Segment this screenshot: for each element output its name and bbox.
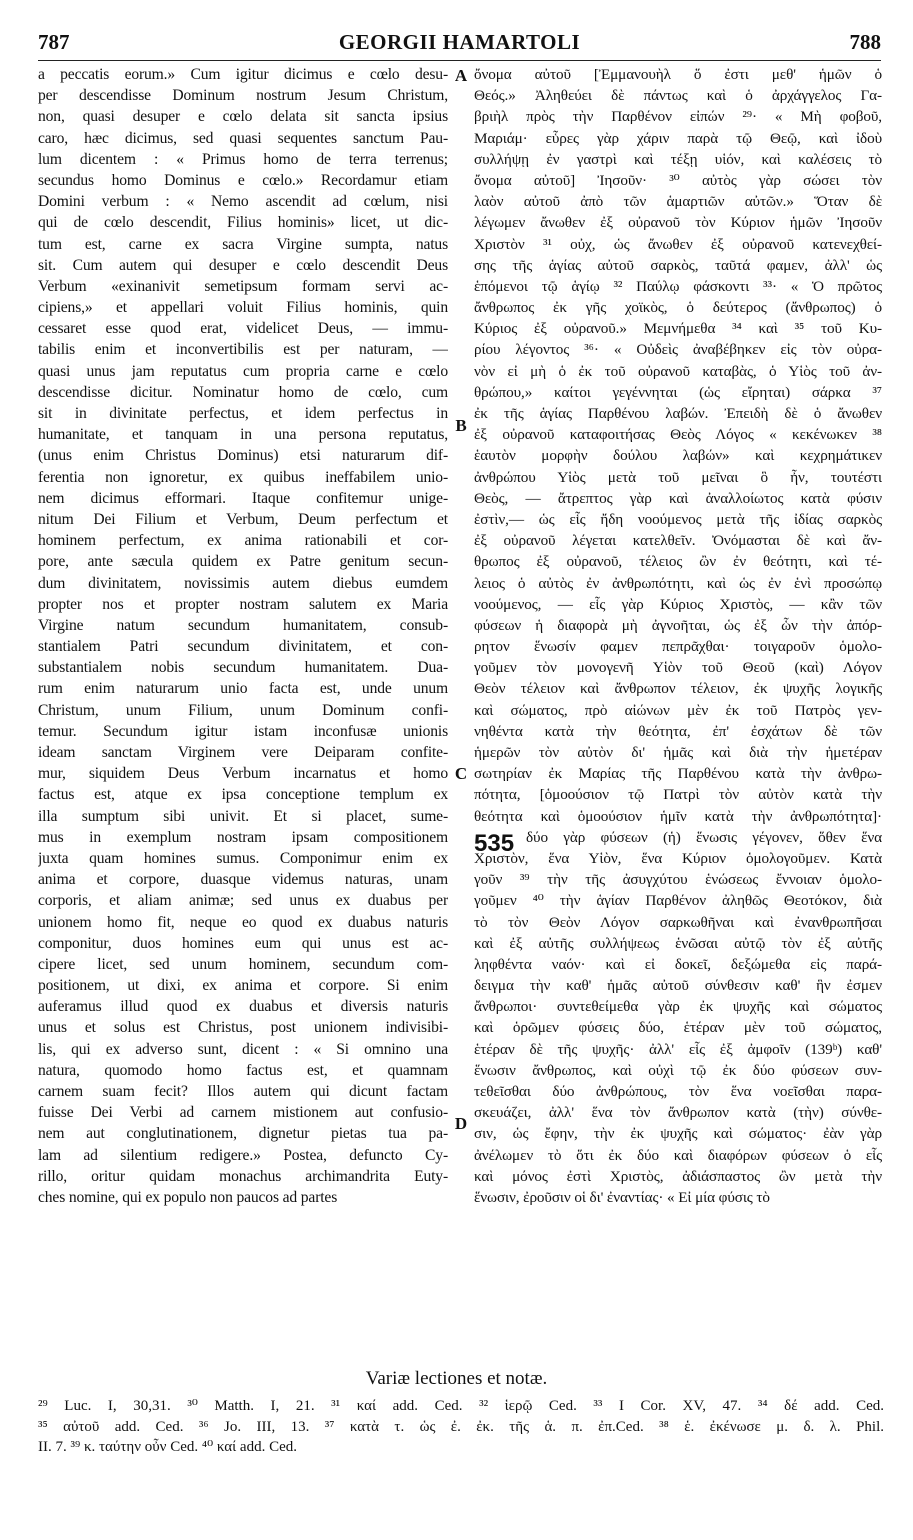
margin-marker-a: A — [454, 66, 468, 85]
text-line: ληφθέντα ναόν· καὶ εἰ δοκεῖ, δεξώμεθα εἰς παρά- — [474, 955, 882, 973]
text-line: ἐκ τῆς ἁγίας Παρθένου λαβών. Ἐπειδὴ δὲ ὁ ἄνωθεν — [474, 405, 882, 422]
text-line: ²⁹ Luc. I, 30,31. ³⁰ Matth. I, 21. ³¹ καί add. Ced. ³² ἱερῷ Ced. ³³ I Cor. XV, 47. ³⁴ δέ add. Ced. — [38, 1398, 884, 1414]
text-line: mus in exemplum nostram ipsam compositionem — [38, 828, 448, 846]
text-line: ἀνθρώπου Υἱὸς μετὰ τοῦ μεῖναι ὃ ἦν, τουτέστι — [474, 468, 882, 486]
text-line: humanitate, et tanquam in una persona reputatus, — [38, 426, 448, 444]
text-line: ἐστὶν,— ὡς εἷς ἤδη νοούμενος μετὰ τῆς ἰδίας σαρκὸς — [474, 510, 882, 528]
text-line: σιν, ὡς ἔφην, τὴν ἐκ ψυχῆς καὶ σώματος· ἐὰν γὰρ — [474, 1125, 882, 1143]
page-number-left: 787 — [38, 30, 70, 54]
text-line: anima et corpore, duasque videmus naturas, unam — [38, 871, 448, 889]
text-line: φύσεων ἡ διαφορὰ μὴ ἀγνοῆται, ὡς ἐξ ὧν τὴν ἀπόρ- — [474, 616, 882, 634]
text-line: unus et solus est Christus, post unionem indivisibi- — [38, 1019, 448, 1037]
text-line: ³⁵ αὐτοῦ add. Ced. ³⁶ Jo. III, 13. ³⁷ κατὰ τ. ὡς ἐ. ἐκ. τῆς ἁ. π. ἐπ.Ced. ³⁸ ἑ. ἐκένωσε μ. δ. λ. Phil. — [38, 1418, 884, 1435]
text-line: Θεός.» Ἀληθεύει δὲ πάντως καὶ ὁ ἀρχάγγελος Γα- — [474, 87, 882, 105]
text-line: Θεὸν τέλειον καὶ ἄνθρωπον τέλειον, ἐκ ψυχῆς λογικῆς — [474, 680, 882, 698]
text-line: positionem, ut dixi, ex anima et corpore. Si enim — [38, 977, 448, 995]
text-line: τὸ τὸν Θεὸν Λόγον σαρκωθῆναι καὶ ἐνανθρωπῆσαι — [474, 913, 882, 931]
text-line: nem aut conglutinationem, dignetur pietas tua pa- — [38, 1125, 448, 1143]
text-line: γοῦν ³⁹ τὴν τῆς ἀσυγχύτου ἑνώσεως ἔννοιαν ὁμολο- — [474, 871, 882, 889]
page-header — [38, 30, 881, 61]
text-line: ρίου λέγοντος ³⁶· « Οὐδεὶς ἀναβέβηκεν εἰς τὸν οὐρα- — [474, 341, 882, 359]
text-line: σης τῆς ἁγίας αὐτοῦ σαρκὸς, ταῦτά φαμεν, ἀλλ' ὡς — [474, 256, 882, 274]
text-line: factus est, atque ex ipsa conceptione templum ex — [38, 786, 448, 804]
text-line: θρώπου,» καίτοι γεγέννηται (ὡς εἴρηται) σάρκα ³⁷ — [474, 383, 882, 401]
text-line: Domini verbum : « Nemo ascendit ad cœlum, nisi — [38, 193, 448, 211]
text-line: (unus enim Christus Dominus) etsi naturarum dif- — [38, 447, 448, 465]
text-line: νὸν εἰ μὴ ὁ ἐκ τοῦ οὐρανοῦ καταβὰς, ὁ Υἱὸς τοῦ ἀν- — [474, 362, 882, 380]
text-line: rillo, oritur quidam monachus archimandrita Euty- — [38, 1167, 448, 1185]
text-line: juxta quam homines sumus. Componimur enim ex — [38, 849, 448, 867]
greek-column — [474, 64, 882, 1359]
text-line: nitum Dei Filium et Verbum, Deum perfectum et — [38, 510, 448, 528]
text-line: unionem homo fit, neque eo quod ex duabus naturis — [38, 913, 448, 931]
text-line: lam ad silentium redigere.» Postea, defuncto Cy- — [38, 1146, 448, 1164]
text-line: Θεὸς, — ἄτρεπτος γὰρ καὶ ἀναλλοίωτος κατὰ φύσιν — [474, 489, 882, 507]
text-line: ἐξ οὐρανοῦ καταφοιτήσας Θεὸς Λόγος « κεκένωκεν ³⁸ — [474, 426, 882, 444]
text-line: sit in divinitate perfectus, et idem perfectus in — [38, 405, 448, 422]
text-line: non, quasi desuper e cœlo delata sit sancta ipsius — [38, 108, 448, 126]
text-line: καὶ μόνος ἐστὶ Χριστὸς, ἀδιάσπαστος ὢν μετὰ τὴν — [474, 1167, 882, 1185]
text-line: cipiens,» et appellari voluit Filius hominis, quin — [38, 299, 448, 317]
text-line: νηθέντα κατὰ τὴν θεότητα, ἐπ' ἐσχάτων δὲ τῶν — [474, 722, 882, 740]
text-line: ἑαυτὸν μορφὴν δούλου λαβών» καὶ κεχρημάτικεν — [474, 447, 882, 465]
text-line: descendisse dicitur. Nominatur homo de cœlo, cum — [38, 383, 448, 401]
text-line: fuisse Dei Verbi ad carnem mistionem aut confusio- — [38, 1104, 448, 1122]
text-line: ἄνθρωπος ἐκ γῆς χοϊκὸς, ὁ δεύτερος (ἄνθρωπος) ὁ — [474, 299, 882, 317]
text-line: Verbum «exinanivit semetipsum formam servi ac- — [38, 277, 448, 295]
text-line: Χριστὸν, ἕνα Υἱὸν, ἕνα Κύριον ὁμολογοῦμεν. Κατὰ — [474, 849, 882, 867]
text-line: ἕνωσιν, ἐροῦσιν οἱ δι' ἐναντίας· « Εἰ μία φύσις τὸ — [474, 1188, 770, 1206]
text-line: θεότητα καὶ ὁμοούσιον ἡμῖν κατὰ τὴν ἀνθρωπότητα]· — [474, 807, 882, 825]
text-line: auferamus illud quod ex duabus et diversis naturis — [38, 998, 448, 1016]
text-line: substantialem nobis secundum humanitatem. Dua- — [38, 659, 448, 677]
text-line: ἀνέλωμεν τὸ ὅτι ἐκ δύο καὶ διαφόρων φύσεων ὁ εἷς — [474, 1146, 882, 1164]
text-line: ὄνομα αὐτοῦ] Ἰησοῦν· ³⁰ αὐτὸς γὰρ σώσει τὸν — [474, 171, 882, 189]
text-line: tum est, carne ex sacra Virgine sumpta, natus — [38, 235, 448, 253]
text-line: hominem perfectum, ex anima rationabili et cor- — [38, 532, 448, 550]
text-line: βριὴλ πρὸς τὴν Παρθένον εἰπών ²⁹· « Μὴ φοβοῦ, — [474, 108, 882, 126]
text-line: καὶ ἐξ αὐτῆς συλλήψεως ἑνῶσαι αὐτῷ τὸν ἐξ αὐτῆς — [474, 934, 882, 952]
text-line: illa sumptum sibi univit. Et si placet, sume- — [38, 807, 448, 825]
text-line: sit. Cum autem qui desuper e cœlo descendit Deus — [38, 256, 448, 274]
text-line: θρωπος ἐξ οὐρανοῦ, τέλειος ὢν ἐν θεότητι, καὶ τέ- — [474, 553, 882, 571]
text-line: λέγωμεν ἄνωθεν ἐξ οὐρανοῦ τὸν Κύριον ἡμῶν Ἰησοῦν — [474, 214, 882, 232]
margin-marker-c: C — [454, 764, 468, 783]
text-line: δύο γὰρ φύσεων (ἡ) ἕνωσις γέγονεν, ὅθεν ἕνα — [526, 828, 882, 846]
text-line: quasi unus jam reputatus cum propria carne e cœlo — [38, 362, 448, 380]
text-line: πότητα, [ὁμοούσιον τῷ Πατρὶ τὸν αὐτὸν κατὰ τὴν — [474, 786, 882, 804]
running-title: GEORGII HAMARTOLI — [338, 30, 581, 54]
text-line: componitur, duos homines eum qui unus est ac- — [38, 934, 448, 952]
text-line: ἑπόμενοι τῷ ἁγίῳ ³² Παύλῳ φάσκοντι ³³· « Ὁ πρῶτος — [474, 277, 882, 295]
notes-title: Variæ lectiones et notæ. — [365, 1368, 548, 1389]
page-number-right: 788 — [849, 30, 881, 54]
text-line: λαὸν αὐτοῦ ἀπὸ τῶν ἁμαρτιῶν αὐτῶν.» Ὅταν δὲ — [474, 193, 882, 211]
text-line: cipere licet, sed unum hominem, secundum com- — [38, 955, 448, 973]
text-line: rum enim naturarum unio facta est, unde unum — [38, 680, 448, 698]
text-line: nem dicimus efformari. Itaque confitemur unige- — [38, 489, 448, 507]
text-line: caro, hæc dicimus, sed quasi sequentes sanctum Pau- — [38, 129, 448, 147]
text-line: ἡμερῶν τὸν αὐτὸν δι' ἡμᾶς καὶ διὰ τὴν ἡμετέραν — [474, 744, 882, 761]
text-line: ἕνωσιν ἄνθρωπος, καὶ οὐχὶ τῷ ἐκ δύο φύσεων συν- — [474, 1061, 882, 1079]
text-line: lum dicentem : « Primus homo de terra terrenus; — [38, 150, 448, 168]
text-line: qui de cœlo descendit, Filius hominis» licet, ut dic- — [38, 214, 448, 232]
text-line: σκευάζει, ἀλλ' ἕνα τὸν ἄνθρωπον κατὰ (τὴν) σύνθε- — [474, 1104, 882, 1122]
column-number: 535 — [474, 830, 515, 857]
text-line: II. 7. ³⁹ κ. ταύτην οὖν Ced. ⁴⁰ καί add. Ced. — [38, 1439, 297, 1455]
text-line: ches nomine, qui ex populo non paucos ad partes — [38, 1188, 338, 1206]
text-line: Μαριάμ· εὗρες γὰρ χάριν παρὰ τῷ Θεῷ, καὶ ἰδοὺ — [474, 129, 882, 147]
text-line: propter nos et propter nostram salutem ex Maria — [38, 595, 448, 613]
notes-block — [38, 1396, 884, 1458]
text-line: ὄνομα αὐτοῦ [Ἐμμανουὴλ ὅ ἐστι μεθ' ἡμῶν ὁ — [474, 66, 882, 83]
text-line: Κύριος ἐξ οὐρανοῦ.» Μεμνήμεθα ³⁴ καὶ ³⁵ τοῦ Κυ- — [474, 320, 882, 338]
text-line: γοῦμεν τὸν μονογενῆ Υἱὸν τοῦ Θεοῦ (καὶ) Λόγον — [474, 659, 882, 677]
text-line: carnem suam fecit? Illos autem qui dicunt factam — [38, 1083, 448, 1100]
text-line: pore, ante sæcula quidem ex Patre genitum secun- — [38, 553, 448, 571]
text-line: γοῦμεν ⁴⁰ τὴν ἁγίαν Παρθένον ἀληθῶς Θεοτόκον, διὰ — [474, 892, 882, 910]
text-line: ideam sanctam Virginem vere Deiparam confite- — [38, 744, 448, 761]
margin-marker-d: D — [454, 1114, 468, 1133]
text-line: νοούμενος, — εἷς γὰρ Κύριος Χριστὸς, — κἂν τῶν — [474, 595, 882, 613]
text-line: σωτηρίαν ἐκ Μαρίας τῆς Παρθένου κατὰ τὴν ἀνθρω- — [474, 765, 882, 783]
text-line: ἐξ οὐρανοῦ λέγεται κατελθεῖν. Ὀνόμασται δὲ καὶ ἄν- — [474, 532, 882, 550]
margin-marker-b: B — [455, 416, 467, 435]
text-line: ρητον ἕνωσίν φαμεν πεπρᾶχθαι· τοιγαροῦν ὁμολο- — [474, 638, 882, 656]
text-line: corporis, et aliam animæ; sed unus ex duabus per — [38, 892, 448, 910]
latin-column — [38, 64, 448, 1359]
text-line: lis, qui ex adverso sunt, dicent : « Si omnino una — [38, 1040, 448, 1058]
text-line: per descendisse Dominum nostrum Jesum Christum, — [38, 87, 448, 105]
text-line: temur. Secundum igitur istam inconfusæ unionis — [38, 722, 448, 740]
text-line: secundus homo Dominus e cœlo.» Recordamur etiam — [38, 171, 448, 189]
text-line: Χριστὸν ³¹ οὐχ, ὡς ἄνωθεν ἐξ οὐρανοῦ κατενεχθεί- — [474, 235, 882, 253]
text-line: a peccatis eorum.» Cum igitur dicimus e cœlo desu- — [38, 66, 448, 83]
text-line: ferentia non ignoretur, ex quibus ineffabilem unio- — [38, 468, 448, 486]
text-line: συλλήψῃ ἐν γαστρὶ καὶ τέξῃ υἱόν, καὶ καλέσεις τὸ — [474, 150, 882, 168]
text-line: Christum, unum Filium, unum Dominum confi- — [38, 701, 448, 719]
text-line: Virgine natum secundum humanitatem, consub- — [38, 616, 448, 634]
text-line: καὶ σώματος, πρὸ αἰώνων μὲν ἐκ τοῦ Πατρὸς γεν- — [474, 701, 882, 719]
text-line: τεθεῖσθαι δύο ἀνθρώπους, τὸν ἕνα νοεῖσθαι παρα- — [474, 1083, 882, 1100]
text-line: mur, siquidem Deus Verbum incarnatus et homo — [38, 765, 448, 783]
text-line: dum divinitatem, novissimis autem diebus eumdem — [38, 574, 448, 592]
text-line: ἑτέραν δὲ τῆς ψυχῆς· ἀλλ' εἷς ἐξ ἀμφοῖν (139ᵇ) καθ' — [474, 1040, 882, 1058]
text-line: stantialem Patri secundum divinitatem, et con- — [38, 638, 448, 656]
text-line: natura, quomodo homo factus est, et quamnam — [38, 1061, 448, 1079]
text-line: cessaret esse quod erat, videlicet Deus, — immu- — [38, 320, 448, 338]
text-line: tabilis enim et inconvertibilis est per naturam, — — [38, 341, 448, 359]
text-line: ἄνθρωποι· συντεθείμεθα γὰρ ἐκ ψυχῆς καὶ σώματος — [474, 998, 882, 1016]
text-line: δειγμα τὴν καθ' ἡμᾶς αὐτοῦ σύνθεσιν καθ' ἣν ἐσμεν — [474, 977, 882, 995]
text-line: καὶ ὁρῶμεν φύσεις δύο, ἑτέραν μὲν τοῦ σώματος, — [474, 1019, 882, 1037]
text-line: λειος ὁ αὐτὸς ἐν ἀνθρωπότητι, καὶ ὡς ἐν ἑνὶ προσώπῳ — [474, 574, 882, 592]
